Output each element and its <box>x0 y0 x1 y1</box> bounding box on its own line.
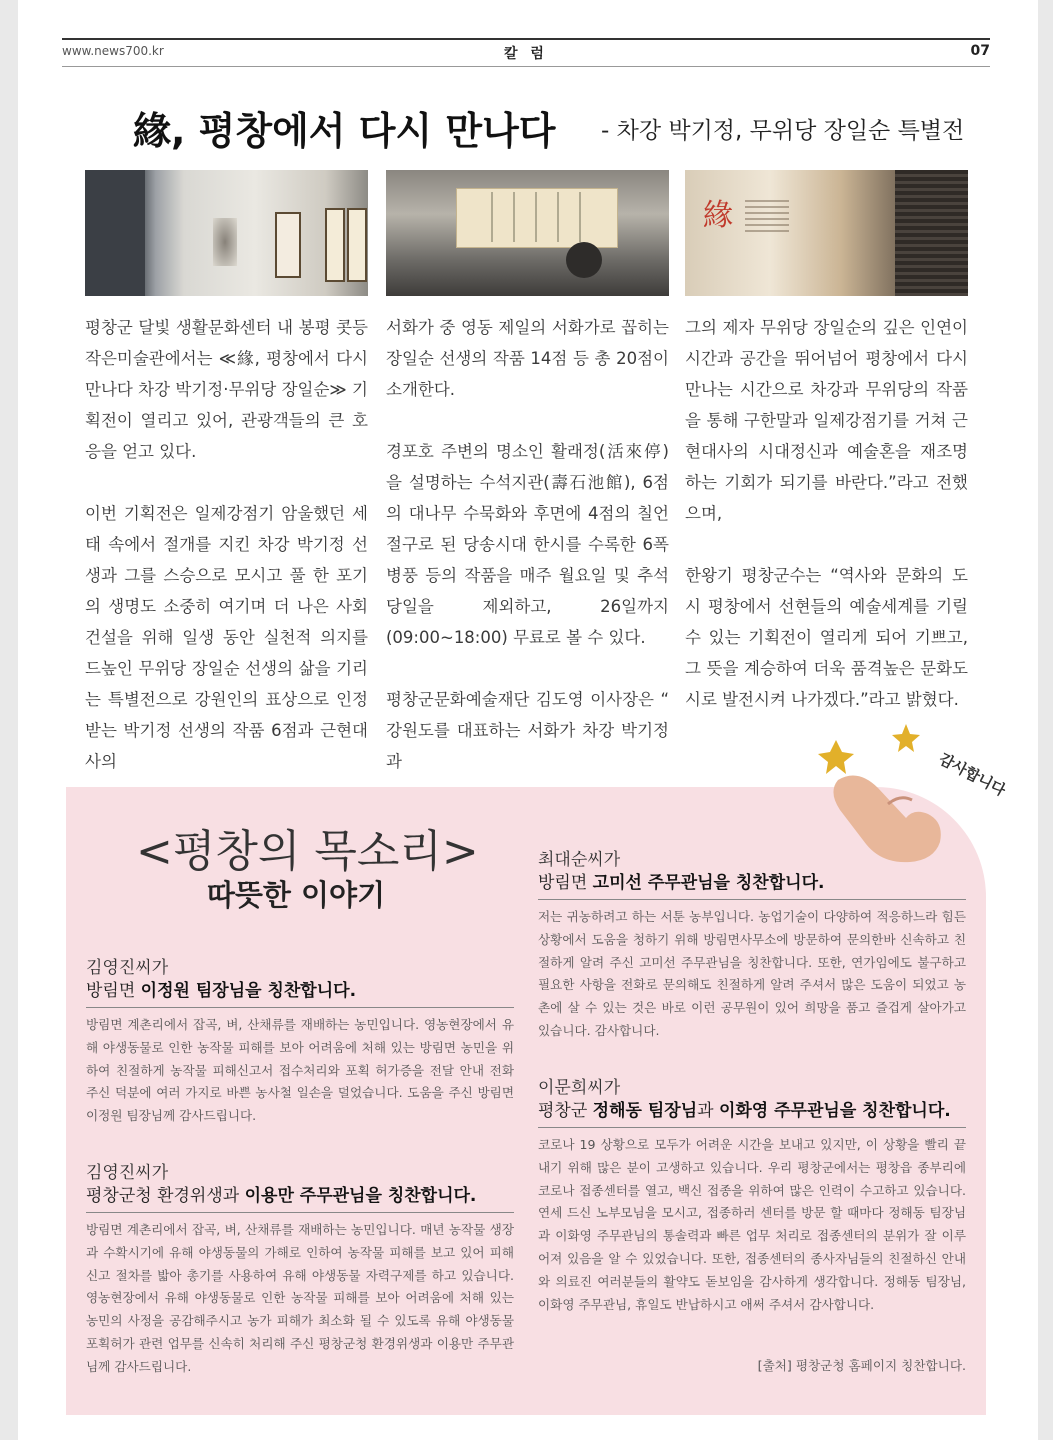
section-name: 칼 럼 <box>504 46 548 62</box>
exhibition-photo-1 <box>85 170 368 296</box>
article-column-2 <box>386 312 669 808</box>
article-title: 緣, 평창에서 다시 만나다 <box>133 109 556 153</box>
praise-author: 이문희씨가 <box>538 1078 621 1098</box>
praise-heading: 평창군청 환경위생과 이용만 주무관님을 칭찬합니다. <box>86 1184 514 1213</box>
praise-body: 코로나 19 상황으로 모두가 어려운 시간을 보내고 있지만, 이 상황을 빨리 끝내기 위해 많은 분이 고생하고 있습니다. 우리 평창군에서는 평창읍 종부리에 코로나 접종센터를 열고, 백신 접종을 위하여 많은 인력이 수고하고 있습니다. 연세 드신 노부모님을 모시고, 접종하러 센터를 방문 할 때마다 정해동 팀장님과 이화영 주무관님의 통솔력과 빠른 업무 처리로 접종센터의 분위가 잘 이루어져 있음을 알 수 있었습니다. 또한, 접종센터의 종사자님들의 친절하신 안내와 의료진 여러분들의 활약도 돋보임을 감사하게 생각합니다. 정해동 팀장님, 이화영 주무관님, 휴일도 반납하시고 애써 주셔서 감사합니다. <box>538 1137 966 1312</box>
praise-author: 김영진씨가 <box>86 958 169 978</box>
page-number: 07 <box>970 43 990 59</box>
praise-heading: 방림면 이정원 팀장님을 칭찬합니다. <box>86 979 514 1008</box>
article-column-1 <box>85 312 368 808</box>
paragraph: 그의 제자 무위당 장일순의 깊은 인연이 시간과 공간을 뛰어넘어 평창에서 다시 만나는 시간으로 차강과 무위당의 작품을 통해 구한말과 일제강점기를 거쳐 근현대사의 시대정신과 예술혼을 재조명하는 기회가 되기를 바란다.”라고 전했으며, <box>685 318 968 523</box>
praise-body: 방림면 계촌리에서 잡곡, 벼, 산채류를 재배하는 농민입니다. 매년 농작물 생장과 수확시기에 유해 야생동물의 가해로 인하여 농작물 피해를 보고 있어 피해 신고 절차를 밟아 총기를 사용하여 유해 야생동물 자력구제를 하고 있습니다. 영농현장에서 유해 야생동물로 인한 농작물 피해를 보아 어려움에 처해 있는 농민의 사정을 공감해주시고 농가 피해가 최소화 될 수 있도록 유해 야생동물 포획허가 관련 업무를 신속히 처리해 주신 평창군청 환경위생과 이용만 주무관님께 감사드립니다. <box>86 1222 514 1374</box>
praise-body: 방림면 계촌리에서 잡곡, 벼, 산채류를 재배하는 농민입니다. 영농현장에서 유해 야생동물로 인한 농작물 피해를 보아 어려움에 처해 있는 방림면 농민을 위하여 친절하게 농작물 피해신고서 접수처리와 포획 허가증을 전달 안내 전화 주신 덕분에 여러 가지로 바쁜 농사철 일손을 덜었습니다. 도움을 주신 방림면 이정원 팀장님께 감사드립니다. <box>86 1017 514 1124</box>
voice-section <box>66 787 986 1415</box>
source-credit: [출처] 평창군청 홈페이지 칭찬합니다. <box>757 1358 966 1373</box>
praise-entry-2 <box>86 1162 514 1379</box>
paragraph: 한왕기 평창군수는 “역사와 문화의 도시 평창에서 선현들의 예술세계를 기릴 수 있는 기획전이 열리게 되어 기쁘고, 그 뜻을 계승하여 더욱 품격높은 문화도시로 발전시켜 나가겠다.”라고 밝혔다. <box>685 566 968 709</box>
exhibition-photo-2 <box>386 170 669 296</box>
praise-heading: 평창군 정해동 팀장님과 이화영 주무관님을 칭찬합니다. <box>538 1099 966 1128</box>
praise-body: 저는 귀농하려고 하는 서툰 농부입니다. 농업기술이 다양하여 적응하느라 힘든 상황에서 도움을 청하기 위해 방림면사무소에 방문하여 문의한바 신속하고 친절하게 알려 주신 고미선 주무관님을 칭찬합니다. 또한, 연가임에도 불구하고 필요한 사항을 전화로 문의해도 친절하게 알려 주셔서 많은 도움이 되었고 농촌에 살 수 있는 것은 바로 이런 공무원이 있어 희망을 품고 즐겁게 살아가고 있습니다. 감사합니다. <box>538 909 966 1038</box>
paragraph: 경포호 주변의 명소인 활래정(活來停)을 설명하는 수석지관(壽石池館), 6점의 대나무 수묵화와 후면에 4점의 칠언절구로 된 당송시대 한시를 수록한 6폭 병풍 등의 작품을 매주 월요일 및 추석 당일을 제외하고, 26일까지(09:00~18:00) 무료로 볼 수 있다. <box>386 442 669 647</box>
exhibition-photo-3 <box>685 170 968 296</box>
site-url: www.news700.kr <box>62 44 164 58</box>
praise-heading: 방림면 고미선 주무관님을 칭찬합니다. <box>538 871 966 900</box>
praise-author: 최대순씨가 <box>538 850 621 870</box>
article-subtitle: - 차강 박기정, 무위당 장일순 특별전 <box>601 118 965 144</box>
praise-entry-4 <box>538 1077 966 1316</box>
calligraphy-character: 緣 <box>703 198 733 233</box>
paragraph: 이번 기획전은 일제강점기 암울했던 세태 속에서 절개를 지킨 차강 박기정 선생과 그를 스승으로 모시고 풀 한 포기의 생명도 소중히 여기며 더 나은 사회 건설을 위해 일생 동안 실천적 의지를 드높인 무위당 장일순 선생의 삶을 기리는 특별전으로 강원인의 표상으로 인정받는 박기정 선생의 작품 6점과 근현대사의 <box>85 504 368 771</box>
voice-title: <평창의 목소리> <box>136 826 479 877</box>
praise-entry-1 <box>86 957 514 1128</box>
praise-entry-3 <box>538 849 966 1043</box>
paragraph: 평창군문화예술재단 김도영 이사장은 “ 강원도를 대표하는 서화가 차강 박기정과 <box>386 690 669 771</box>
voice-subtitle: 따뜻한 이야기 <box>206 878 386 912</box>
paragraph: 서화가 중 영동 제일의 서화가로 꼽히는 장일순 선생의 작품 14점 등 총 20점이 소개한다. <box>386 318 669 399</box>
newspaper-page <box>18 0 1038 1440</box>
thanks-text: 감사합니다 <box>936 749 1009 800</box>
page-header <box>62 38 990 67</box>
praise-author: 김영진씨가 <box>86 1163 169 1183</box>
thumbs-up-icon <box>818 718 1009 868</box>
paragraph: 평창군 달빛 생활문화센터 내 봉평 콧등 작은미술관에서는 ≪緣, 평창에서 다시 만나다 차강 박기정·무위당 장일순≫ 기획전이 열리고 있어, 관광객들의 큰 호응을 얻고 있다. <box>85 318 368 461</box>
article-column-3 <box>685 312 968 746</box>
